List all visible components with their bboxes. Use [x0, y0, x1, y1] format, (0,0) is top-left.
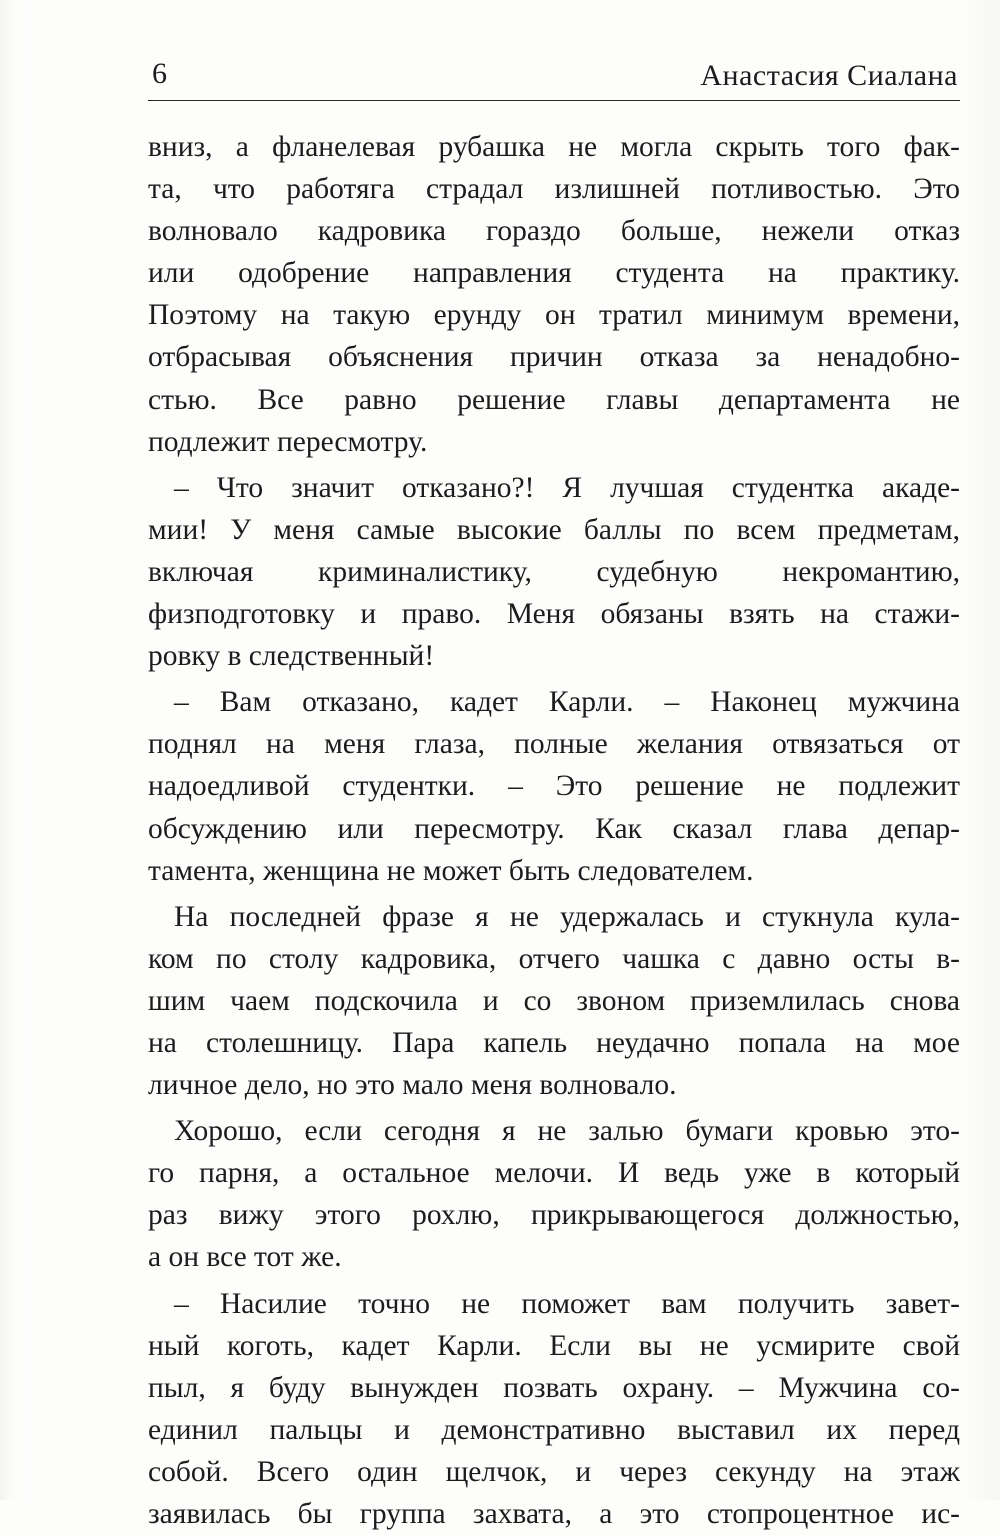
running-header — [148, 52, 960, 101]
text-line: ровку в следственный! — [148, 640, 435, 673]
paragraph — [148, 126, 960, 463]
text-line: тамента, женщина не может быть следователем. — [148, 854, 754, 887]
text-line: – Что значит отказано?! Я лучшая студентка акаде- — [174, 471, 960, 504]
paragraph — [148, 467, 960, 677]
text-line: – Вам отказано, кадет Карли. – Наконец мужчина — [174, 686, 960, 719]
text-line: вниз, а фланелевая рубашка не могла скрыть того фак- — [148, 131, 960, 163]
text-line: подлежит пересмотру. — [148, 425, 428, 458]
text-line: ком по столу кадровика, отчего чашка с давно осты в- — [148, 942, 960, 975]
paragraph — [148, 896, 960, 1106]
page-number: 6 — [152, 57, 167, 90]
text-line: Поэтому на такую ерунду он тратил минимум времени, — [148, 299, 960, 332]
text-line: раз вижу этого рохлю, прикрывающегося должностью, — [148, 1199, 960, 1232]
author-name: Анастасия Сиалана — [700, 59, 958, 92]
text-line: отбрасывая объяснения причин отказа за ненадобно- — [148, 341, 960, 374]
text-line: обсуждению или пересмотру. Как сказал глава депар- — [148, 812, 960, 845]
text-line: ный коготь, кадет Карли. Если вы не усмирите свой — [148, 1329, 960, 1362]
text-line: поднял на меня глаза, полные желания отвязаться от — [148, 728, 960, 761]
text-line: заявилась бы группа захвата, а это стопроцентное ис- — [148, 1498, 960, 1530]
text-line: единил пальцы и демонстративно выставил их перед — [148, 1413, 960, 1446]
paragraph — [148, 1110, 960, 1278]
body-text — [148, 126, 960, 1535]
text-line: собой. Всего один щелчок, и через секунду на этаж — [148, 1455, 960, 1488]
paragraph — [148, 1283, 960, 1535]
text-line: надоедливой студентки. – Это решение не подлежит — [148, 770, 960, 803]
text-line: на столешницу. Пара капель неудачно попала на мое — [148, 1026, 960, 1059]
text-line: физподготовку и право. Меня обязаны взять на стажи- — [148, 598, 960, 631]
text-line: го парня, а остальное мелочи. И ведь уже в который — [148, 1157, 960, 1190]
text-line: шим чаем подскочила и со звоном приземлилась снова — [148, 984, 960, 1017]
text-line: пыл, я буду вынужден позвать охрану. – Мужчина со- — [148, 1371, 960, 1404]
text-line: личное дело, но это мало меня волновало. — [148, 1069, 677, 1102]
text-line: стью. Все равно решение главы департамента не — [148, 383, 960, 416]
text-line: Хорошо, если сегодня я не залью бумаги кровью это- — [174, 1115, 960, 1148]
text-line: та, что работяга страдал излишней потливостью. Это — [148, 173, 960, 206]
text-line: На последней фразе я не удержалась и стукнула кула- — [174, 900, 960, 933]
paragraph — [148, 681, 960, 891]
text-line: волновало кадровика гораздо больше, нежели отказ — [148, 215, 960, 248]
text-line: включая криминалистику, судебную некромантию, — [148, 555, 960, 588]
text-line: или одобрение направления студента на практику. — [148, 257, 960, 290]
text-line: а он все тот же. — [148, 1241, 342, 1274]
text-line: мии! У меня самые высокие баллы по всем предметам, — [148, 513, 960, 546]
text-line: – Насилие точно не поможет вам получить завет- — [174, 1287, 960, 1320]
